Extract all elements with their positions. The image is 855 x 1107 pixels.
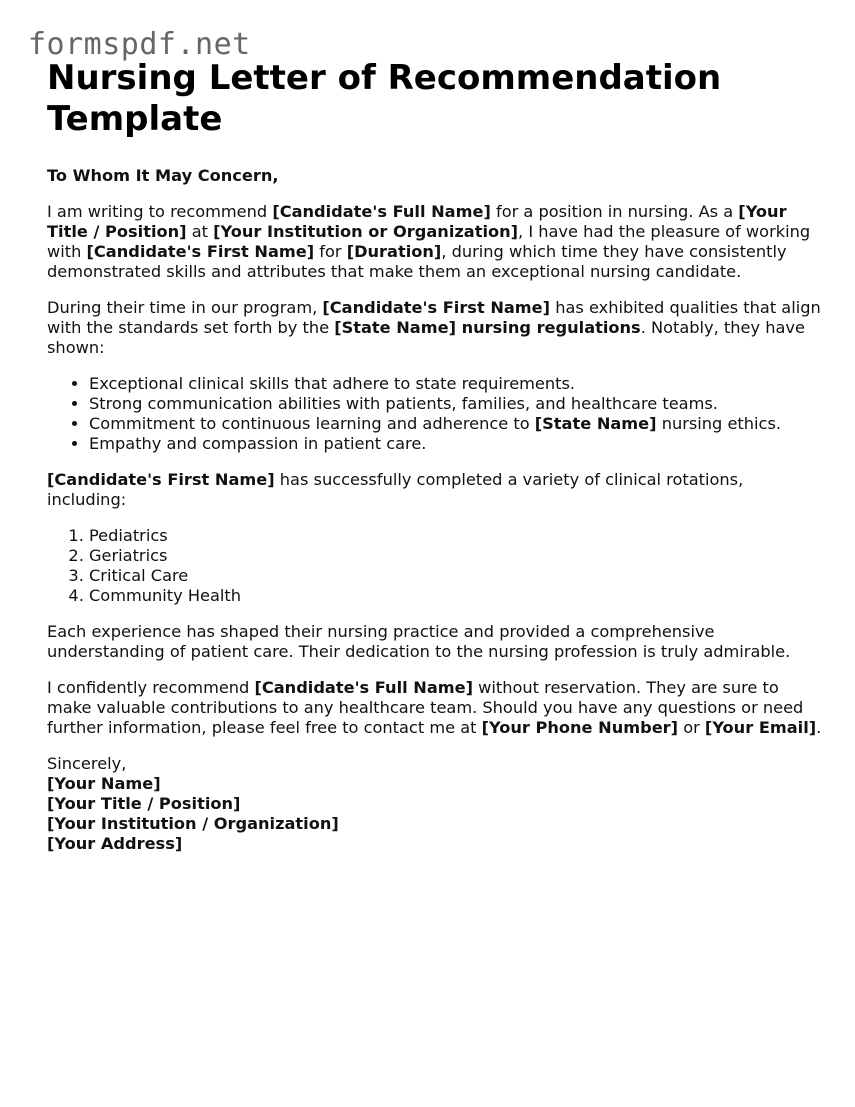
qualities-paragraph: [47, 298, 822, 358]
candidate-full-name-placeholder: [Candidate's Full Name]: [254, 678, 474, 697]
signer-name: [Your Name]: [47, 774, 161, 793]
signer-title: [Your Title / Position]: [47, 794, 241, 813]
text: I confidently recommend: [47, 678, 255, 697]
text: has successfully completed a variety of clinical rotations, including:: [47, 470, 744, 509]
list-item: • Strong communication abilities with patients, families, and healthcare teams.: [89, 394, 822, 414]
watermark: formspdf.net: [28, 27, 251, 62]
closing-salutation: Sincerely,: [47, 754, 127, 773]
duration-placeholder: [Duration]: [346, 242, 442, 261]
candidate-first-name-placeholder: [Candidate's First Name]: [86, 242, 315, 261]
list-item: • Empathy and compassion in patient care.: [89, 434, 822, 454]
text: . Notably, they have shown:: [47, 318, 805, 357]
your-institution-placeholder: [Your Institution or Organization]: [213, 222, 519, 241]
list-item: 1. Pediatrics: [89, 526, 822, 546]
email-placeholder: [Your Email]: [704, 718, 817, 737]
candidate-first-name-placeholder: [Candidate's First Name]: [47, 470, 275, 489]
closing-paragraph: [47, 678, 822, 738]
text: , during which time they have consistently demonstrated skills and attributes that make them an exceptional nursing candidate.: [47, 242, 787, 281]
greeting: To Whom It May Concern,: [47, 166, 279, 185]
text: Commitment to continuous learning and adherence to: [89, 414, 535, 433]
text: at: [186, 222, 214, 241]
text: for a position in nursing. As a: [490, 202, 739, 221]
experience-paragraph: Each experience has shaped their nursing practice and provided a comprehensive understanding of patient care. Their dedication to the nursing profession is truly admirable.: [47, 622, 791, 661]
text: I am writing to recommend: [47, 202, 273, 221]
text: During their time in our program,: [47, 298, 323, 317]
intro-paragraph: [47, 202, 822, 282]
list-item: 2. Geriatrics: [89, 546, 822, 566]
state-regulations-placeholder: [State Name] nursing regulations: [334, 318, 641, 337]
qualities-list: [47, 374, 822, 454]
signer-address: [Your Address]: [47, 834, 183, 853]
text: for: [314, 242, 347, 261]
candidate-full-name-placeholder: [Candidate's Full Name]: [272, 202, 491, 221]
letter-page: [47, 58, 822, 854]
text: , I have had the pleasure of working with: [47, 222, 811, 261]
page-title: Nursing Letter of Recommendation Template: [47, 58, 722, 139]
list-item: 4. Community Health: [89, 586, 822, 606]
signature-block: [47, 754, 822, 854]
text: has exhibited qualities that align with the standards set forth by the: [47, 298, 821, 337]
your-title-placeholder: [Your Title / Position]: [47, 202, 787, 241]
signer-institution: [Your Institution / Organization]: [47, 814, 339, 833]
text: without reservation. They are sure to make valuable contributions to any healthcare team. Should you have any questions or need further information, please feel free to contact me at: [47, 678, 804, 737]
list-item: [89, 414, 822, 434]
text: or: [678, 718, 705, 737]
phone-number-placeholder: [Your Phone Number]: [481, 718, 679, 737]
state-name-placeholder: [State Name]: [534, 414, 657, 433]
list-item: 3. Critical Care: [89, 566, 822, 586]
text: .: [816, 718, 822, 737]
text: nursing ethics.: [656, 414, 782, 433]
rotations-list: [47, 526, 822, 606]
rotations-paragraph: [47, 470, 822, 510]
candidate-first-name-placeholder: [Candidate's First Name]: [322, 298, 551, 317]
list-item: • Exceptional clinical skills that adhere to state requirements.: [89, 374, 822, 394]
